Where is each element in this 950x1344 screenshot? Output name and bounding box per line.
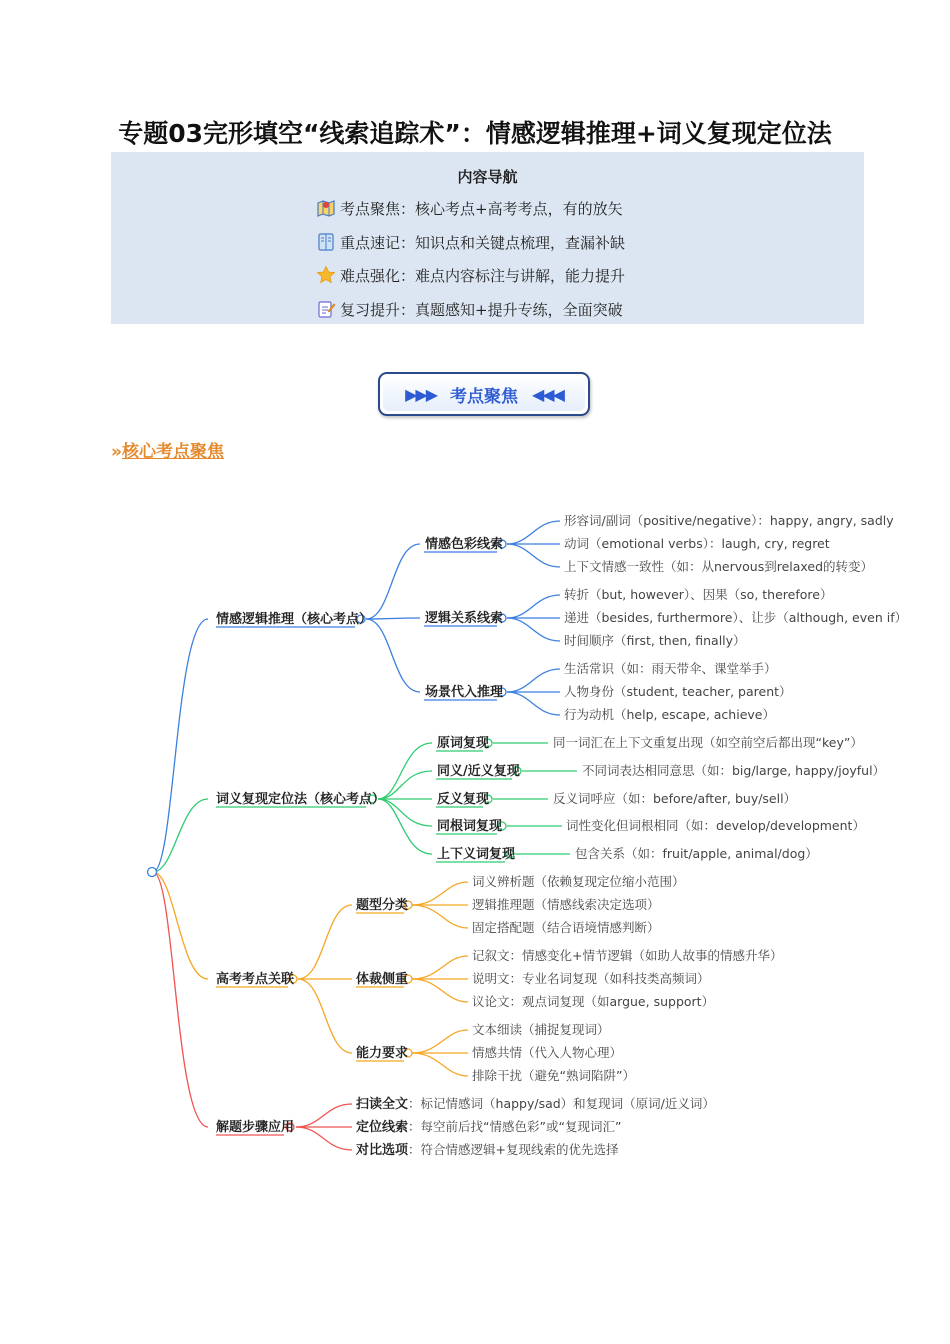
- leaf: 不同词表达相同意思（如：big/large, happy/joyful）: [582, 763, 886, 778]
- leaf: 记叙文：情感变化+情节逻辑（如助人故事的情感升华）: [472, 948, 783, 963]
- step-compare: [355, 1142, 619, 1158]
- step-text: ：符合情感逻辑+复现线索的优先选择: [408, 1142, 619, 1157]
- branch-emotion-logic: 情感逻辑推理（核心考点）: [216, 612, 373, 627]
- step-label: 定位线索: [356, 1120, 409, 1135]
- step-scan: [356, 1096, 715, 1112]
- leaf: 同一词汇在上下文重复出现（如空前空后都出现“key”）: [553, 735, 863, 750]
- branch-exam-links: 高考考点关联: [216, 972, 295, 987]
- leaf: 文本细读（捕捉复现词）: [472, 1022, 610, 1037]
- banner-label: 考点聚焦: [450, 386, 518, 407]
- subnode-logic-clue: 逻辑关系线索: [425, 611, 504, 626]
- subnode-scene-inference: 场景代入推理: [425, 685, 504, 700]
- subnode-genre-focus: 体裁侧重: [356, 972, 409, 987]
- step-text: ：每空前后找“情感色彩”或“复现词汇”: [408, 1119, 622, 1134]
- subnode-same-word: 原词复现: [437, 736, 490, 751]
- leaf: 词义辨析题（依赖复现定位缩小范围）: [472, 874, 685, 889]
- leaf: 人物身份（student, teacher, parent）: [564, 684, 792, 699]
- step-locate: [356, 1119, 621, 1135]
- subnode-hyponym: 上下义词复现: [437, 847, 516, 862]
- leaf: 固定搭配题（结合语境情感判断）: [472, 920, 660, 935]
- leaf: 议论文：观点词复现（如argue, support）: [472, 994, 715, 1009]
- branch-solving-steps: 解题步骤应用: [216, 1120, 295, 1135]
- leaf: 情感共情（代入人物心理）: [472, 1045, 623, 1060]
- subnode-same-root: 同根词复现: [437, 819, 503, 834]
- step-label: 扫读全文: [356, 1097, 409, 1112]
- leaf: 上下文情感一致性（如：从nervous到relaxed的转变）: [564, 559, 874, 574]
- nav-item-text: 难点强化：难点内容标注与讲解，能力提升: [340, 267, 626, 285]
- leaf: 时间顺序（first, then, finally）: [564, 633, 746, 648]
- leaf: 反义词呼应（如：before/after, buy/sell）: [553, 791, 797, 806]
- left-arrows-icon: ◀◀◀: [532, 384, 563, 404]
- page-title: 专题03完形填空“线索追踪术”：情感逻辑推理+词义复现定位法: [118, 119, 832, 148]
- step-text: ：标记情感词（happy/sad）和复现词（原词/近义词）: [408, 1096, 715, 1111]
- leaf: 生活常识（如：雨天带伞、课堂举手）: [564, 661, 777, 676]
- subnode-question-types: 题型分类: [356, 898, 409, 913]
- section-label: 核心考点聚焦: [121, 442, 224, 462]
- subnode-ability: 能力要求: [356, 1046, 409, 1061]
- branch-word-recurrence: 词义复现定位法（核心考点）: [216, 792, 386, 807]
- nav-item-text: 复习提升：真题感知+提升专练，全面突破: [340, 301, 623, 319]
- nav-title: 内容导航: [457, 168, 518, 186]
- leaf: 形容词/副词（positive/negative）：happy, angry, sadly: [564, 513, 894, 528]
- leaf: 逻辑推理题（情感线索决定选项）: [472, 897, 660, 912]
- subnode-antonym: 反义复现: [437, 792, 490, 807]
- leaf: 词性变化但词根相同（如：develop/development）: [566, 818, 865, 833]
- root-node-icon: [148, 868, 157, 877]
- double-chevron-icon: »: [111, 442, 122, 462]
- leaf: 说明文：专业名词复现（如科技类高频词）: [472, 971, 710, 986]
- subnode-emotion-clue: 情感色彩线索: [425, 537, 504, 552]
- right-arrows-icon: ▶▶▶: [405, 384, 436, 404]
- step-label: 对比选项: [356, 1143, 409, 1158]
- leaf: 转折（but, however）、因果（so, therefore）: [564, 587, 833, 602]
- leaf: 动词（emotional verbs）：laugh, cry, regret: [564, 536, 830, 551]
- subnode-synonym: 同义/近义复现: [437, 764, 520, 779]
- nav-item-text: 考点聚焦：核心考点+高考考点，有的放矢: [340, 200, 623, 218]
- nav-item-text: 重点速记：知识点和关键点梳理，查漏补缺: [340, 234, 626, 252]
- leaf: 包含关系（如：fruit/apple, animal/dog）: [575, 846, 818, 861]
- leaf: 递进（besides, furthermore）、让步（although, even if）: [564, 610, 908, 625]
- leaf: 排除干扰（避免“熟词陷阱”）: [472, 1068, 635, 1083]
- leaf: 行为动机（help, escape, achieve）: [564, 707, 775, 722]
